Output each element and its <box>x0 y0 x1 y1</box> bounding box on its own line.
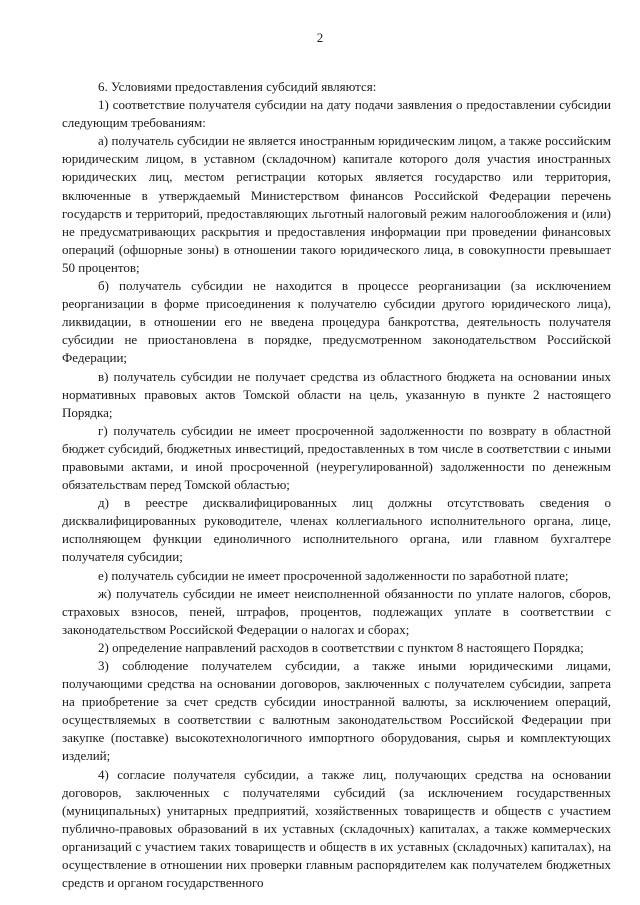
paragraph-subitem-e: е) получатель субсидии не имеет просроченной задолженности по заработной плате; <box>98 567 569 583</box>
paragraph-subitem-3: 3) соблюдение получателем субсидии, а также иными юридическими лицами, получающими средства на основании договоров, заключенных с получателем субсидии, запрета на приобретение за счет средств субсидии иностранной валюты, за исключением операций, осуществляемых в соответствии с валютным законодательством Российской Федерации при закупке (поставке) высокотехнологичного импортного оборудования, сырья и комплектующих изделий; <box>62 658 611 764</box>
paragraph-subitem-g: г) получатель субсидии не имеет просроченной задолженности по возврату в областной бюджет субсидий, бюджетных инвестиций, предоставленных в том числе в соответствии с иными правовыми актами, и иной просроченной (неурегулированной) задолженности по денежным обязательствам перед Томской областью; <box>62 422 611 493</box>
paragraph-subitem-1: 1) соответствие получателя субсидии на дату подачи заявления о предоставлении субсидии следующим требованиям: <box>62 97 611 131</box>
paragraph-subitem-zh: ж) получатель субсидии не имеет неисполненной обязанности по уплате налогов, сборов, страховых взносов, пеней, штрафов, процентов, подлежащих уплате в соответствии с законодательством Российской Федерации о налогах и сборах; <box>62 585 611 637</box>
paragraph-subitem-4: 4) согласие получателя субсидии, а также лиц, получающих средства на основании договоров, заключенных с получателями субсидий (за исключением государственных (муниципальных) унитарных предприятий, хозяйственных товариществ и обществ с участием публично-правовых образований в их уставных (складочных) капиталах, а также коммерческих организаций с участием таких товариществ и обществ в их уставных (складочных) капиталах), на осуществление в отношении них проверки главным распорядителем как получателем бюджетных средств и органом государственного <box>62 766 611 891</box>
page-number: 2 <box>316 30 324 45</box>
paragraph-subitem-v: в) получатель субсидии не получает средства из областного бюджета на основании иных нормативных правовых актов Томской области на цель, указанную в пункте 2 настоящего Порядка; <box>62 368 611 420</box>
paragraph-item-6: 6. Условиями предоставления субсидий являются: <box>98 79 377 94</box>
paragraph-subitem-b: б) получатель субсидии не находится в процессе реорганизации (за исключением реорганизации в форме присоединения к получателю субсидии другого юридического лица), ликвидации, в отношении его не введена процедура банкротства, деятельность получателя субсидии не приостановлена в порядке, предусмотренном законодательством Российской Федерации; <box>62 278 611 366</box>
paragraph-subitem-2: 2) определение направлений расходов в соответствии с пунктом 8 настоящего Порядка; <box>98 639 584 655</box>
paragraph-subitem-a: а) получатель субсидии не является иностранным юридическим лицом, а также российским юридическим лицом, в уставном (складочном) капитале которого доля участия иностранных юридических лиц, местом регистрации которых является государство или территория, включенные в утверждаемый Министерством финансов Российской Федерации перечень государств и территорий, предоставляющих льготный налоговый режим налогообложения и (или) не предусматривающих раскрытия и предоставления информации при проведении финансовых операций (офшорные зоны) в отношении такого юридического лица, в совокупности превышает 50 процентов; <box>62 133 611 275</box>
document-body <box>62 78 611 892</box>
paragraph-subitem-d: д) в реестре дисквалифицированных лиц должны отсутствовать сведения о дисквалифицированных руководителе, членах коллегиального исполнительного органа, лице, исполняющем функции единоличного исполнительного органа, или главном бухгалтере получателя субсидии; <box>62 495 611 565</box>
